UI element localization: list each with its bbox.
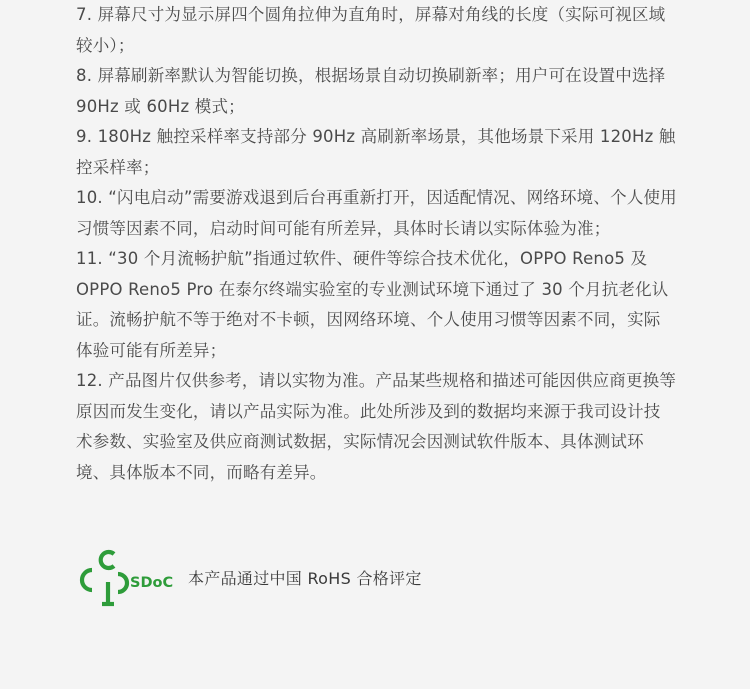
footnote-line: 11. “30 个月流畅护航”指通过软件、硬件等综合技术优化，OPPO Reno5 及 [76, 249, 648, 268]
footnote-line: 10. “闪电启动”需要游戏退到后台再重新打开，因适配情况、网络环境、个人使用 [76, 188, 677, 207]
sdoc-logo-text: SDoC [130, 575, 174, 591]
footnote-line: 术参数、实验室及供应商测试数据，实际情况会因测试软件版本、具体测试环 [76, 432, 644, 451]
certification-row [78, 546, 422, 608]
footnote-line: 较小）； [76, 35, 135, 55]
footnote-line: 控采样率； [76, 157, 160, 177]
footnotes [76, 0, 696, 488]
footnote-line: 证。流畅护航不等于绝对不卡顿，因网络环境、个人使用习惯等因素不同，实际 [76, 310, 661, 329]
footnote-line: 习惯等因素不同，启动时间可能有所差异，具体时长请以实际体验为准； [76, 218, 611, 238]
footnote-line: 体验可能有所差异； [76, 340, 227, 360]
footnote-line: 境、具体版本不同，而略有差异。 [76, 462, 327, 482]
footnote-line: 8. 屏幕刷新率默认为智能切换，根据场景自动切换刷新率；用户可在设置中选择 [76, 66, 666, 85]
footnote-line: 9. 180Hz 触控采样率支持部分 90Hz 高刷新率场景，其他场景下采用 120Hz 触 [76, 127, 676, 146]
footnote-line: OPPO Reno5 Pro 在泰尔终端实验室的专业测试环境下通过了 30 个月抗老化认 [76, 279, 669, 299]
ccc-sdoc-logo-icon [78, 546, 178, 608]
footnote-line: 90Hz 或 60Hz 模式； [76, 96, 245, 116]
footnote-line: 7. 屏幕尺寸为显示屏四个圆角拉伸为直角时，屏幕对角线的长度（实际可视区域 [76, 5, 666, 24]
footnote-line: 12. 产品图片仅供参考，请以实物为准。产品某些规格和描述可能因供应商更换等 [76, 371, 677, 390]
rohs-certification-text: 本产品通过中国 RoHS 合格评定 [188, 568, 422, 588]
footnote-line: 原因而发生变化，请以产品实际为准。此处所涉及到的数据均来源于我司设计技 [76, 401, 661, 421]
